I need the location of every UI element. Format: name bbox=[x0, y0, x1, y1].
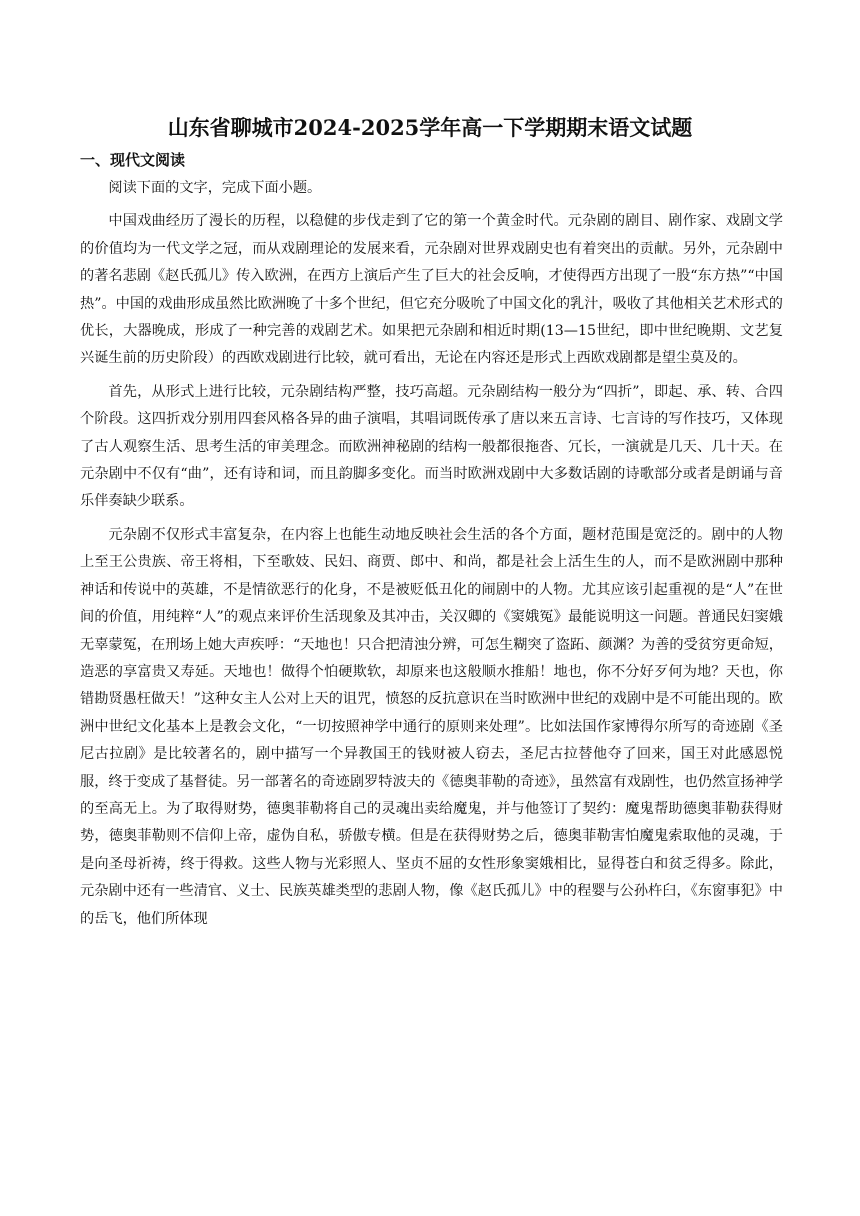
section-heading: 一、现代文阅读 bbox=[80, 151, 186, 169]
reading-instruction: 阅读下面的文字，完成下面小题。 bbox=[108, 180, 322, 196]
document-body bbox=[80, 175, 783, 933]
paragraph-3: 元杂剧不仅形式丰富复杂，在内容上也能生动地反映社会生活的各个方面，题材范围是宽泛的。剧中的人物上至王公贵族、帝王将相，下至歌妓、民妇、商贾、郎中、和尚，都是社会上活生生的人，而不是欧洲剧中那种神话和传说中的英雄，不是情欲恶行的化身，不是被贬低丑化的闹剧中的人物。尤其应该引起重视的是“人”在世间的价值，用纯粹“人”的观点来评价生活现象及其冲击，关汉卿的《窦娥冤》最能说明这一问题。普通民妇窦娥无辜蒙冤，在刑场上她大声疾呼：“天地也！只合把清浊分辨，可怎生糊突了盗跖、颜渊？为善的受贫穷更命短，造恶的享富贵又寿延。天地也！做得个怕硬欺软，却原来也这般顺水推船！地也，你不分好歹何为地？天也，你错勘贤愚枉做天！”这种女主人公对上天的诅咒，愤怒的反抗意识在当时欧洲中世纪的戏剧中是不可能出现的。欧洲中世纪文化基本上是教会文化，“一切按照神学中通行的原则来处理”。比如法国作家博得尔所写的奇迹剧《圣尼古拉剧》是比较著名的，剧中描写一个异教国王的钱财被人窃去，圣尼古拉替他夺了回来，国王对此感恩悦服，终于变成了基督徒。另一部著名的奇迹剧罗特波夫的《德奥菲勒的奇迹》，虽然富有戏剧性，也仍然宣扬神学的至高无上。为了取得财势，德奥菲勒将自己的灵魂出卖给魔鬼，并与他签订了契约：魔鬼帮助德奥菲勒获得财势，德奥菲勒则不信仰上帝，虚伪自私，骄傲专横。但是在获得财势之后，德奥菲勒害怕魔鬼索取他的灵魂，于是向圣母祈祷，终于得救。这些人物与光彩照人、坚贞不屈的女性形象窦娥相比，显得苍白和贫乏得多。除此，元杂剧中还有一些清官、义士、民族英雄类型的悲剧人物，像《赵氏孤儿》中的程婴与公孙杵臼，《东窗事犯》中的岳飞，他们所体现 bbox=[80, 526, 783, 927]
paragraph-1: 中国戏曲经历了漫长的历程，以稳健的步伐走到了它的第一个黄金时代。元杂剧的剧目、剧作家、戏剧文学的价值均为一代文学之冠，而从戏剧理论的发展来看，元杂剧对世界戏剧史也有着突出的贡献。另外，元杂剧中的著名悲剧《赵氏孤儿》传入欧洲，在西方上演后产生了巨大的社会反响，才使得西方出现了一股“东方热”“中国热”。中国的戏曲形成虽然比欧洲晚了十多个世纪，但它充分吸吮了中国文化的乳汁，吸收了其他相关艺术形式的优长，大器晚成，形成了一种完善的戏剧艺术。如果把元杂剧和相近时期(13—15世纪，即中世纪晚期、文艺复兴诞生前的历史阶段）的西欧戏剧进行比较，就可看出，无论在内容还是形式上西欧戏剧都是望尘莫及的。 bbox=[80, 213, 783, 367]
document-title: 山东省聊城市2024-2025学年高一下学期期末语文试题 bbox=[167, 115, 693, 140]
paragraph-2: 首先，从形式上进行比较，元杂剧结构严整，技巧高超。元杂剧结构一般分为“四折”，即起、承、转、合四个阶段。这四折戏分别用四套风格各异的曲子演唱，其唱词既传承了唐以来五言诗、七言诗的写作技巧，又体现了古人观察生活、思考生活的审美理念。而欧洲神秘剧的结构一般都很拖沓、冗长，一演就是几天、几十天。在元杂剧中不仅有“曲”，还有诗和词，而且韵脚多变化。而当时欧洲戏剧中大多数话剧的诗歌部分或者是朗诵与音乐伴奏缺少联系。 bbox=[80, 383, 783, 510]
